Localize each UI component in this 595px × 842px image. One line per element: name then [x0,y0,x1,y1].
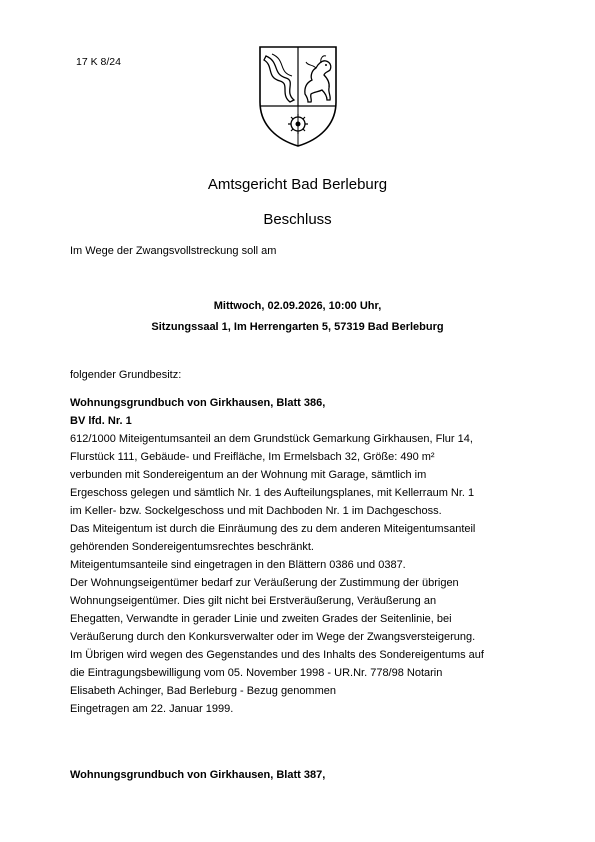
appointment-location: Sitzungssaal 1, Im Herrengarten 5, 57319 Bad Berleburg [151,321,444,333]
document-title: Beschluss [263,211,332,228]
description-line: verbunden mit Sondereigentum an der Wohnung mit Garage, sämtlich im [70,469,427,481]
entry-description [70,430,540,718]
entry-subheading: BV lfd. Nr. 1 [70,415,132,427]
description-line: Das Miteigentum ist durch die Einräumung des zu dem anderen Miteigentumsanteil [70,523,476,535]
description-line: Ergeschoss gelegen und sämtlich Nr. 1 des Aufteilungsplanes, mit Kellerraum Nr. 1 [70,487,475,499]
description-line: Miteigentumsanteile sind eingetragen in den Blättern 0386 und 0387. [70,559,406,571]
description-line: Der Wohnungseigentümer bedarf zur Veräußerung der Zustimmung der übrigen [70,577,459,589]
description-line: Flurstück 111, Gebäude- und Freifläche, Im Ermelsbach 32, Größe: 490 m² [70,451,435,463]
description-line: im Keller- bzw. Sockelgeschoss und mit Dachboden Nr. 1 im Dachgeschoss. [70,505,442,517]
property-intro: folgender Grundbesitz: [70,369,182,381]
property-entry [70,394,540,718]
description-line: Im Übrigen wird wegen des Gegenstandes und des Inhalts des Sondereigentums auf [70,649,484,661]
entry-heading: Wohnungsgrundbuch von Girkhausen, Blatt 386, [70,397,326,409]
description-line: 612/1000 Miteigentumsanteil an dem Grundstück Gemarkung Girkhausen, Flur 14, [70,433,473,445]
description-line: gehörenden Sondereigentumsrechtes beschränkt. [70,541,314,553]
intro-text: Im Wege der Zwangsvollstreckung soll am [70,245,277,257]
description-line: Eingetragen am 22. Januar 1999. [70,703,234,715]
entry-heading-2: Wohnungsgrundbuch von Girkhausen, Blatt 387, [70,769,326,781]
description-line: Ehegatten, Verwandte in gerader Linie und zweiten Grades der Seitenlinie, bei [70,613,452,625]
description-line: die Eintragungsbewilligung vom 05. November 1998 - UR.Nr. 778/98 Notarin [70,667,443,679]
coat-of-arms-icon [258,44,338,148]
case-number: 17 K 8/24 [76,56,121,68]
description-line: Wohnungseigentümer. Dies gilt nicht bei Erstveräußerung, Veräußerung an [70,595,437,607]
description-line: Elisabeth Achinger, Bad Berleburg - Bezug genommen [70,685,336,697]
description-line: Veräußerung durch den Konkursverwalter oder im Wege der Zwangsversteigerung. [70,631,476,643]
appointment-datetime: Mittwoch, 02.09.2026, 10:00 Uhr, [213,300,382,312]
appointment-block [0,296,595,338]
court-name: Amtsgericht Bad Berleburg [207,176,388,193]
